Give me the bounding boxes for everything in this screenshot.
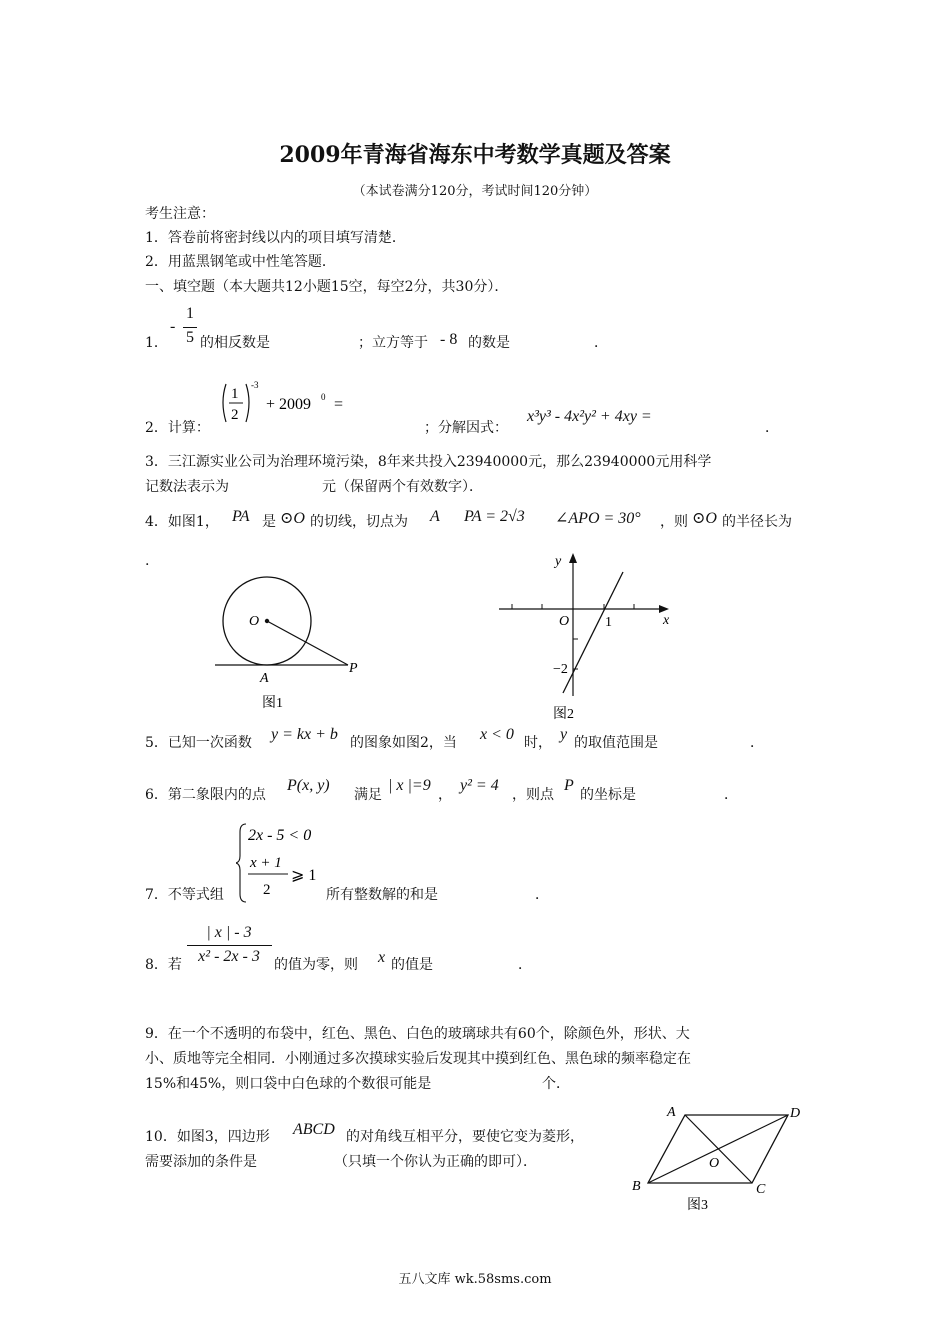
question-4-text-c: 的切线，切点为 [310, 514, 408, 530]
question-5-text-c: 时， [524, 735, 552, 751]
question-1-text-c: 的数是 [468, 335, 510, 351]
question-2-base-den: 2 [231, 407, 239, 423]
page-title: 2009年青海省海东中考数学真题及答案 [279, 142, 671, 168]
question-8-fraction-bar [187, 945, 272, 946]
figure-3-label-c: C [756, 1182, 766, 1197]
figure-3-label-d: D [790, 1106, 801, 1121]
question-7-text-a: 7．不等式组 [145, 887, 224, 903]
figure-2-label-y: y [555, 554, 562, 569]
figure-2-label-o: O [559, 614, 570, 629]
figure-1-center-point [265, 619, 269, 623]
question-8-x: x [378, 949, 386, 966]
question-2-factor-expr: x³y³ - 4x²y² + 4xy = [527, 408, 652, 425]
figure-3 [625, 1100, 815, 1218]
question-2-end: ． [765, 420, 779, 436]
question-9-line-3a: 15%和45%，则口袋中白色球的个数很可能是 [145, 1076, 432, 1092]
question-3-line-1: 3．三江源实业公司为治理环境污染，8年来共投入23940000元，那么23940000元用科学 [145, 454, 712, 470]
question-7-inequality-2-den: 2 [263, 882, 271, 898]
figure-2-label-neg2: −2 [553, 662, 568, 677]
question-2-power-expression [218, 380, 348, 430]
question-7-inequality-2-rel: ⩾ 1 [291, 867, 317, 884]
question-7-inequality-2-num: x + 1 [250, 855, 282, 871]
figure-1-label-a: A [260, 671, 269, 686]
question-1-frac-den: 5 [186, 329, 194, 346]
figure-3-label-a: A [667, 1105, 676, 1120]
question-10-abcd: ABCD [293, 1121, 335, 1138]
question-2-plus-year: + 2009 [266, 396, 312, 413]
notice-item-1: 1．答卷前将密封线以内的项目填写清楚． [145, 230, 406, 246]
question-6-end: ． [724, 787, 738, 803]
question-7-end: ． [535, 887, 549, 903]
question-10-line-2b: （只填一个你认为正确的即可）． [334, 1154, 537, 1170]
question-9-line-3b: 个． [542, 1076, 570, 1092]
question-1-text-b: ；立方等于 [358, 335, 428, 351]
question-4-text-a: 4．如图1， [145, 514, 219, 530]
question-5-end: ． [750, 735, 764, 751]
question-10-text-b: 的对角线互相平分，要使它变为菱形， [346, 1129, 584, 1145]
figure-2-function-line [563, 572, 623, 693]
question-6-p: P [564, 777, 574, 794]
question-1-minus: - [170, 318, 176, 335]
question-4-cond-2: ∠APO = 30° [555, 510, 641, 527]
question-4-circle-o-2: ⊙O [692, 510, 717, 527]
question-5-text-a: 5．已知一次函数 [145, 735, 252, 751]
question-6-cond-2: y² = 4 [460, 777, 499, 794]
question-4-dot: . [145, 553, 150, 569]
question-6-text-c: ，则点 [512, 787, 554, 803]
question-1-end: ． [594, 335, 608, 351]
figure-2-y-arrow [569, 553, 577, 563]
figure-2-label-x: x [663, 613, 670, 628]
question-6-point: P(x, y) [287, 777, 330, 794]
question-4-pa: PA [232, 508, 250, 525]
question-6-text-b: 满足 [354, 787, 382, 803]
question-3-line-2a: 记数法表示为 [145, 479, 229, 495]
question-8-text-b: 的值为零，则 [274, 957, 358, 973]
question-7-inequality-system [236, 820, 336, 906]
question-2-zero-exp: 0 [321, 392, 326, 402]
question-1-frac-num: 1 [186, 305, 194, 322]
question-5-text-b: 的图象如图2，当 [350, 735, 457, 751]
figure-2-x-arrow [659, 605, 669, 613]
question-5-function: y = kx + b [271, 726, 338, 743]
question-4-text-e: 的半径长为 [722, 514, 792, 530]
question-10-text-a: 10．如图3，四边形 [145, 1129, 270, 1145]
figure-1-label-o: O [249, 614, 260, 629]
figure-1 [210, 565, 370, 715]
question-8-end: ． [518, 957, 532, 973]
question-1-text-a: 的相反数是 [200, 335, 270, 351]
question-4-cond-1: PA = 2√3 [464, 508, 525, 525]
question-2-number: 2．计算： [145, 420, 210, 436]
question-10-line-2a: 需要添加的条件是 [145, 1154, 257, 1170]
question-8-text-a: 8．若 [145, 957, 182, 973]
question-7-inequality-1: 2x - 5 < 0 [248, 827, 312, 844]
question-9-line-2: 小、质地等完全相同．小刚通过多次摸球实验后发现其中摸到红色、黑色球的频率稳定在 [145, 1051, 691, 1067]
question-1-frac-bar [183, 327, 197, 328]
question-8-numerator: | x | - 3 [206, 924, 252, 941]
figure-1-label-p: P [349, 661, 358, 676]
page-subtitle: （本试卷满分120分，考试时间120分钟） [352, 184, 598, 199]
figure-2 [495, 548, 685, 723]
figure-1-segment-op [267, 621, 348, 665]
question-2-exponent: -3 [251, 380, 259, 390]
figure-3-label-o: O [709, 1156, 720, 1171]
question-6-cond-1: | x |=9 [388, 777, 431, 794]
notice-item-2: 2．用蓝黑钢笔或中性笔答题． [145, 254, 336, 270]
question-4-text-b: 是 [262, 514, 276, 530]
question-8-text-c: 的值是 [391, 957, 433, 973]
question-1-number: 1． [145, 335, 168, 351]
figure-3-label-b: B [632, 1179, 641, 1194]
question-1-neg8: - 8 [440, 331, 458, 348]
figure-2-label-1: 1 [605, 615, 612, 630]
figure-3-caption: 图3 [687, 1198, 708, 1213]
question-7-text-b: 所有整数解的和是 [326, 887, 438, 903]
question-2-base-num: 1 [231, 386, 239, 402]
question-5-condition: x < 0 [480, 726, 514, 743]
figure-2-caption: 图2 [553, 707, 574, 722]
question-5-text-d: 的取值范围是 [574, 735, 658, 751]
question-6-text-d: 的坐标是 [580, 787, 636, 803]
figure-1-caption: 图1 [262, 696, 283, 711]
notice-heading: 考生注意： [145, 206, 215, 222]
question-8-denominator: x² - 2x - 3 [198, 948, 260, 965]
question-4-circle-o: ⊙O [280, 510, 305, 527]
footer-watermark: 五八文库 wk.58sms.com [398, 1272, 552, 1287]
question-4-text-d: ，则 [660, 514, 688, 530]
section-heading: 一、填空题（本大题共12小题15空，每空2分，共30分）． [145, 279, 509, 295]
question-5-y: y [560, 726, 568, 743]
question-2-equals: = [334, 396, 344, 413]
question-4-point-a: A [430, 508, 440, 525]
question-3-line-2b: 元（保留两个有效数字）． [322, 479, 483, 495]
question-9-line-1: 9．在一个不透明的布袋中，红色、黑色、白色的玻璃球共有60个，除颜色外，形状、大 [145, 1026, 690, 1042]
question-6-separator: ， [438, 787, 452, 803]
question-6-text-a: 6．第二象限内的点 [145, 787, 266, 803]
question-2-text-b: ；分解因式： [424, 420, 508, 436]
figure-3-diagonal-bd [648, 1115, 788, 1183]
